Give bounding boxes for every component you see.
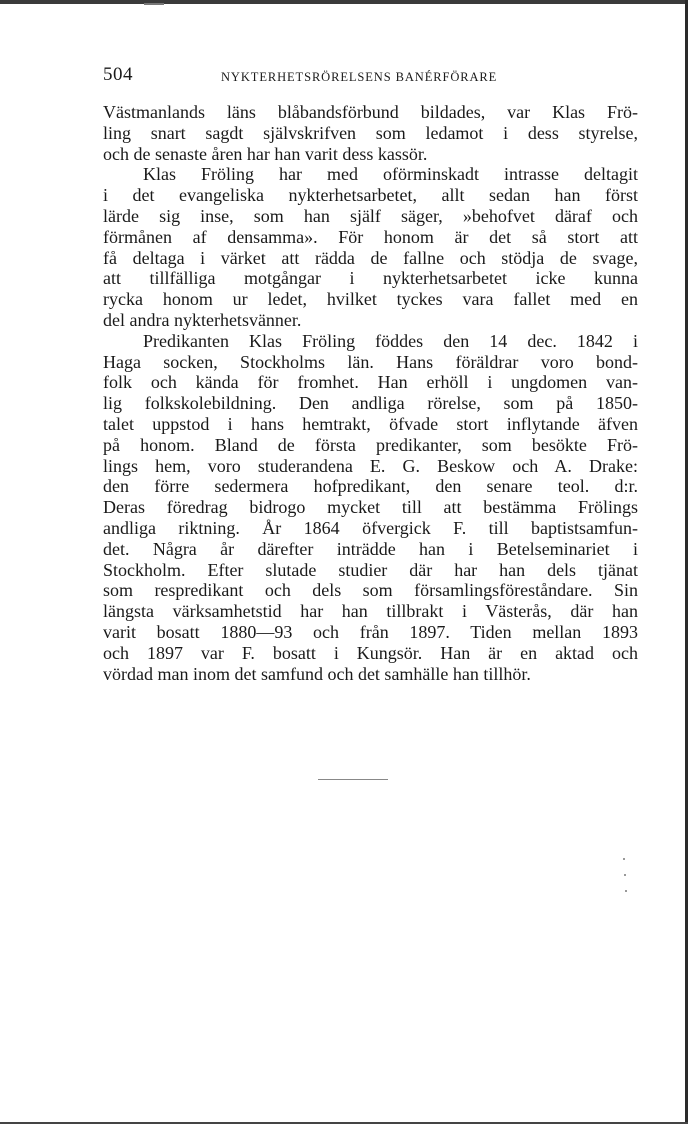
text-line: på honom. Bland de första predikanter, som besökte Frö- [103,434,638,455]
body-text [103,102,638,684]
scan-mark [144,3,164,5]
top-edge-rule [0,0,688,4]
scan-speck [623,858,625,860]
text-line: längsta värksamhetstid har han tillbrakt i Västerås, där han [103,601,638,622]
text-line: Stockholm. Efter slutade studier där har han dels tjänat [103,559,638,580]
text-line: lig folkskolebildning. Den andliga rörelse, som på 1850- [103,393,638,414]
text-line: del andra nykterhetsvänner. [103,309,302,330]
text-line: förmånen af densamma». För honom är det så stort att [103,226,638,247]
scan-speck [624,874,626,876]
text-line: varit bosatt 1880—93 och från 1897. Tiden mellan 1893 [103,621,638,642]
text-line: det. Några år därefter inträdde han i Betelseminariet i [103,538,638,559]
text-line: talet uppstod i hans hemtrakt, öfvade stort inflytande äfven [103,413,638,434]
scan-speck [625,890,627,892]
text-line: Västmanlands läns blåbandsförbund bildades, var Klas Frö- [103,102,638,122]
section-divider [318,779,388,780]
text-line: vördad man inom det samfund och det samhälle han tillhör. [103,663,531,684]
running-head: NYKTERHETSRÖRELSENS BANÉRFÖRARE [221,70,498,84]
text-line: lärde sig inse, som han själf säger, »behofvet däraf och [103,205,638,226]
text-line: Deras föredrag bidrogo mycket till att bestämma Frölings [103,497,638,518]
text-line: folk och kända för fromhet. Han erhöll i ungdomen van- [103,372,638,393]
text-line: som respredikant och dels som församlingsföreståndare. Sin [103,580,638,601]
text-line: den förre sedermera hofpredikant, den senare teol. d:r. [103,476,638,497]
text-line: Klas Fröling har med oförminskadt intrasse deltagit [143,164,638,185]
text-line: att tillfälliga motgångar i nykterhetsarbetet icke kunna [103,268,638,289]
text-line: få deltaga i värket att rädda de fallne och stödja de svage, [103,247,638,268]
text-line: Predikanten Klas Fröling föddes den 14 dec. 1842 i [143,330,638,351]
text-line: och 1897 var F. bosatt i Kungsör. Han är en aktad och [103,642,638,663]
text-line: rycka honom ur ledet, hvilket tyckes vara fallet med en [103,289,638,310]
page-header [103,64,638,90]
text-line: ling snart sagdt självskrifven som ledamot i dess styrelse, [103,122,638,143]
text-line: och de senaste åren har han varit dess kassör. [103,143,428,164]
text-line: Haga socken, Stockholms län. Hans föräldrar voro bond- [103,351,638,372]
text-line: i det evangeliska nykterhetsarbetet, allt sedan han först [103,185,638,206]
text-line: andliga riktning. År 1864 öfvergick F. till baptistsamfun- [103,517,638,538]
text-line: lings hem, voro studerandena E. G. Beskow och A. Drake: [103,455,638,476]
page-number: 504 [103,64,133,85]
